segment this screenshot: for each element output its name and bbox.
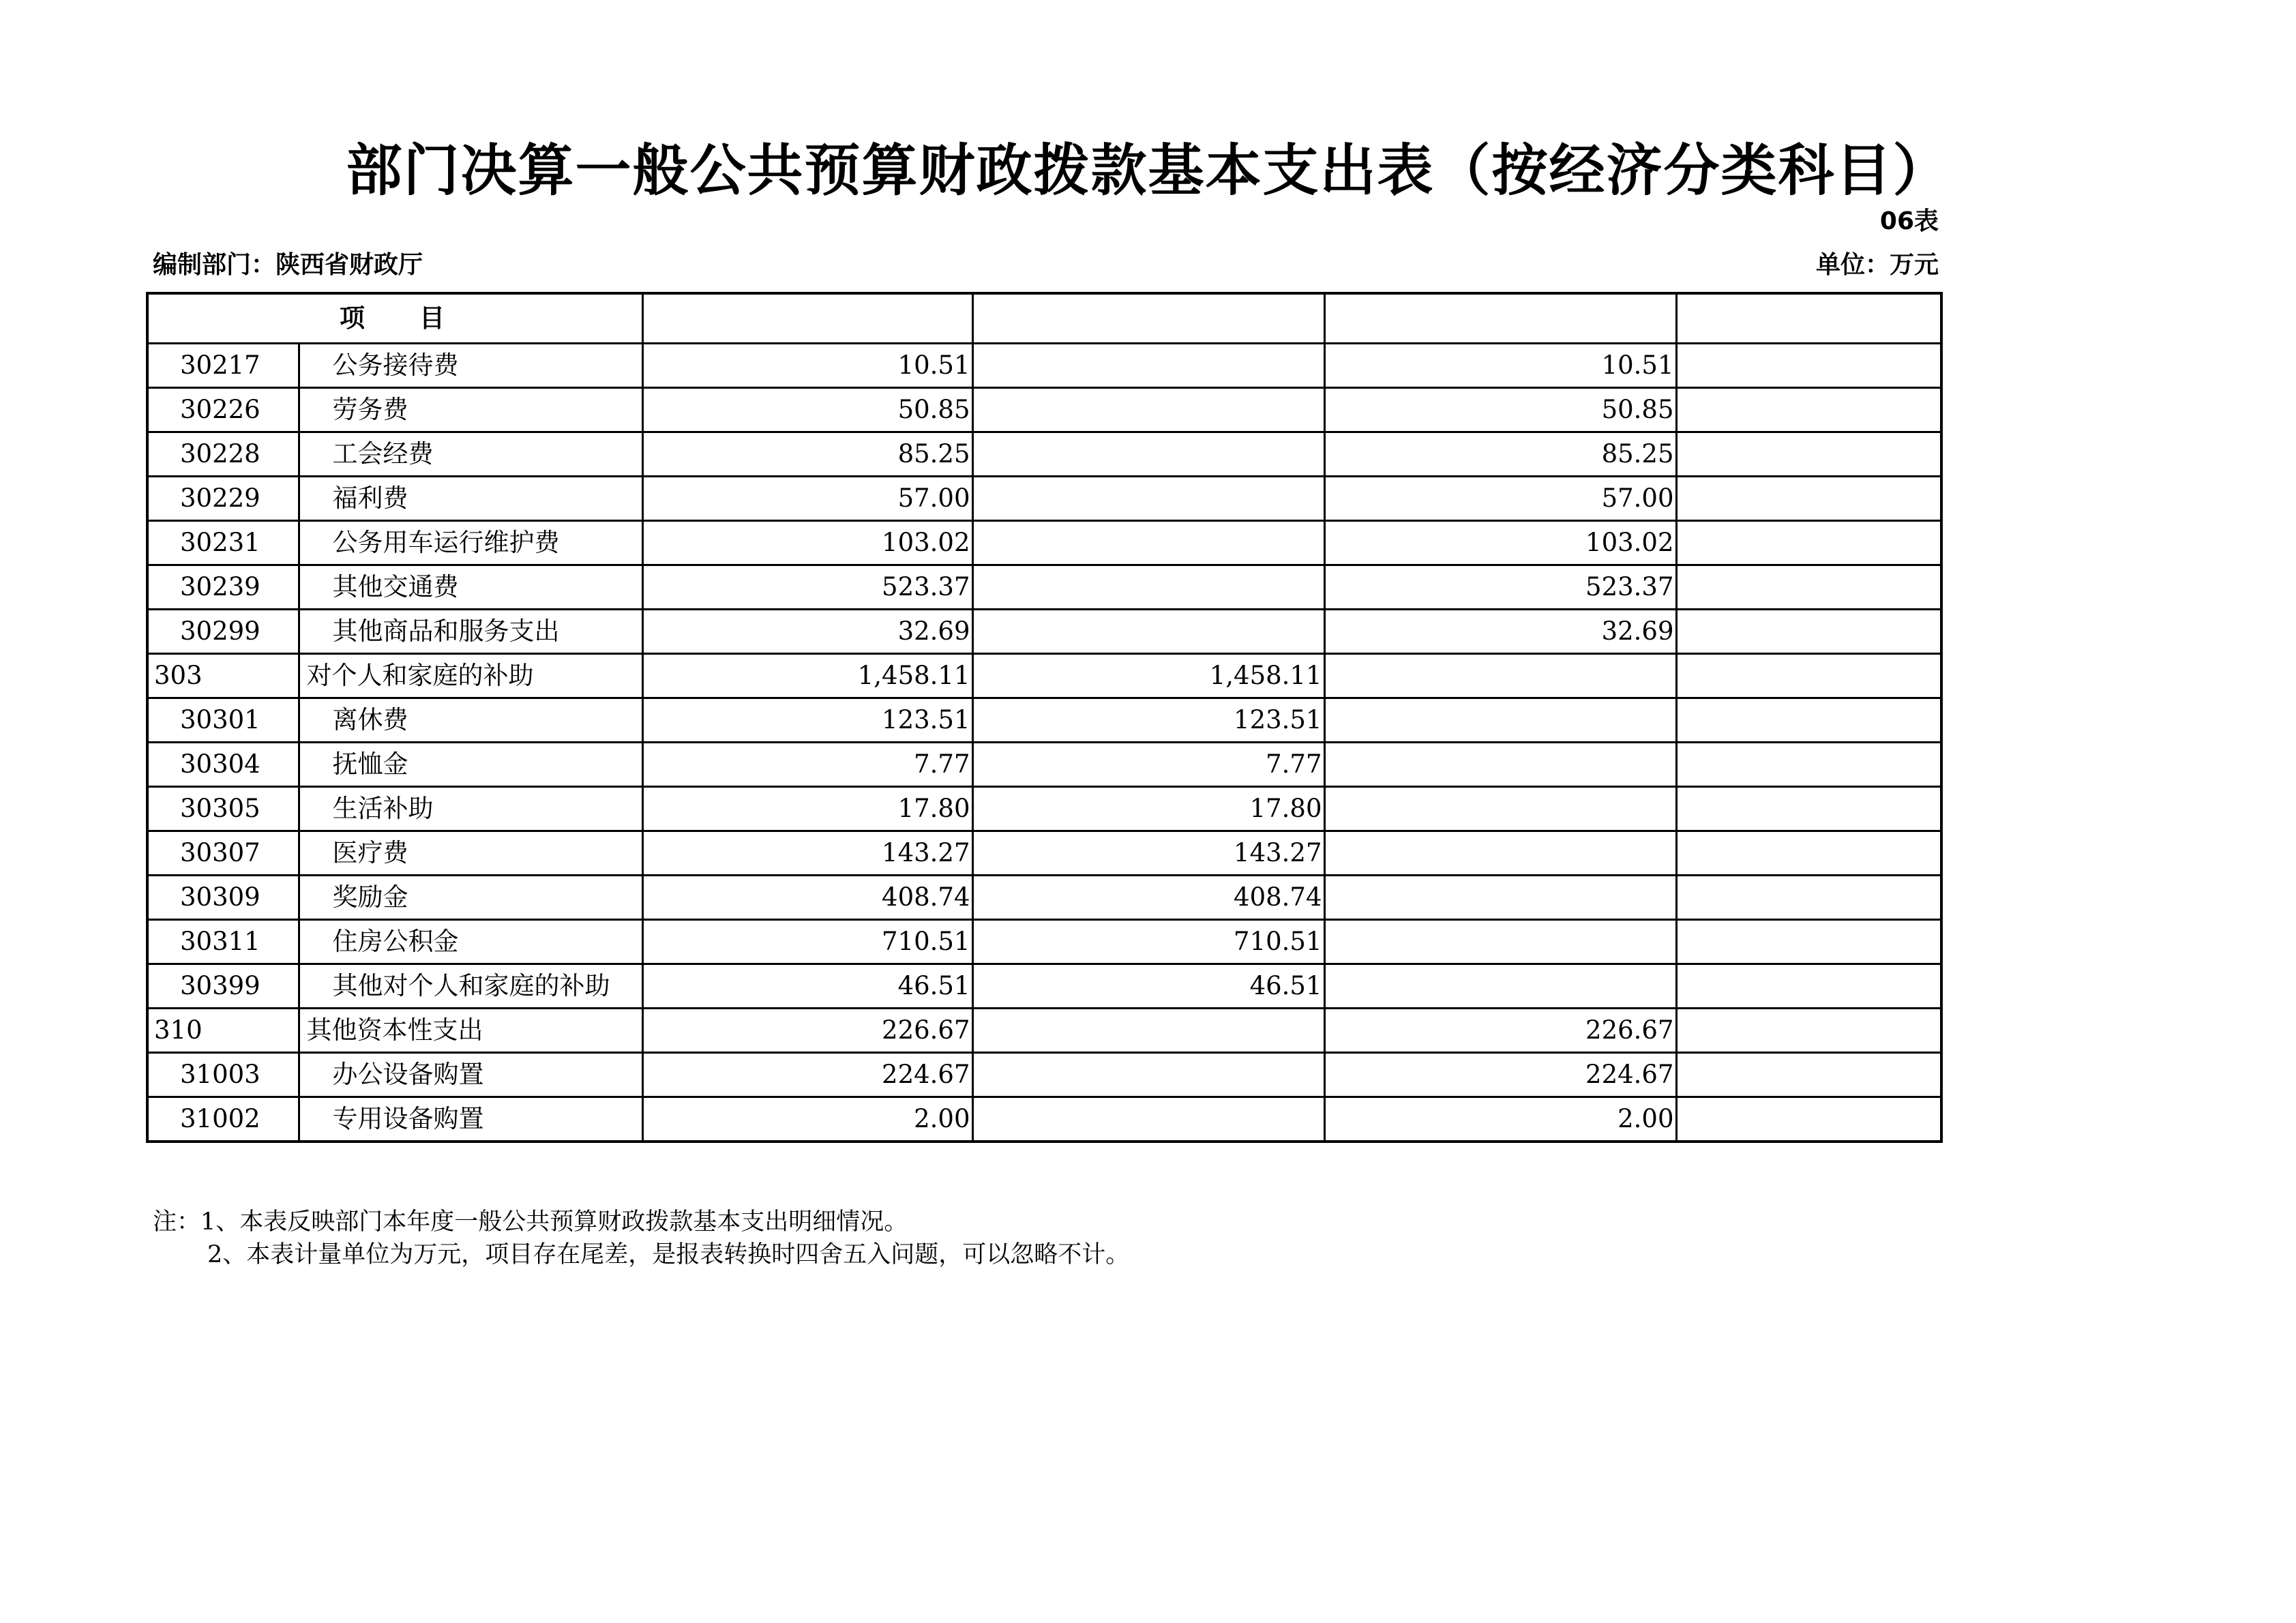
row-name: 抚恤金	[299, 743, 642, 787]
row-total: 226.67	[642, 1009, 972, 1053]
table-row	[147, 477, 1941, 521]
row-name: 奖励金	[299, 876, 642, 920]
table-row	[147, 1053, 1941, 1097]
row-code: 30231	[147, 521, 299, 565]
header-public	[1324, 293, 1676, 344]
row-total: 2.00	[642, 1097, 972, 1142]
row-extra	[1676, 964, 1941, 1009]
row-public	[1324, 876, 1676, 920]
row-personnel	[972, 1053, 1324, 1097]
row-total: 10.51	[642, 344, 972, 388]
row-personnel	[972, 610, 1324, 654]
row-total: 123.51	[642, 698, 972, 743]
row-extra	[1676, 344, 1941, 388]
row-total: 523.37	[642, 565, 972, 610]
row-extra	[1676, 698, 1941, 743]
row-code: 30229	[147, 477, 299, 521]
row-extra	[1676, 831, 1941, 876]
row-code: 30304	[147, 743, 299, 787]
table-row	[147, 876, 1941, 920]
row-public: 226.67	[1324, 1009, 1676, 1053]
table-row	[147, 1009, 1941, 1053]
row-name: 其他对个人和家庭的补助	[299, 964, 642, 1009]
table-row	[147, 787, 1941, 831]
row-personnel: 143.27	[972, 831, 1324, 876]
row-name: 公务用车运行维护费	[299, 521, 642, 565]
row-personnel	[972, 388, 1324, 432]
row-total: 85.25	[642, 432, 972, 477]
row-extra	[1676, 1009, 1941, 1053]
row-total: 143.27	[642, 831, 972, 876]
row-personnel: 710.51	[972, 920, 1324, 964]
row-public	[1324, 743, 1676, 787]
row-public: 2.00	[1324, 1097, 1676, 1142]
row-personnel	[972, 521, 1324, 565]
table-row	[147, 388, 1941, 432]
table-body	[147, 293, 1941, 1142]
page-title: 部门决算一般公共预算财政拨款基本支出表（按经济分类科目）	[346, 138, 1950, 203]
row-total: 50.85	[642, 388, 972, 432]
table-header-row	[147, 293, 1941, 344]
row-public: 32.69	[1324, 610, 1676, 654]
row-code: 303	[147, 654, 299, 698]
row-extra	[1676, 521, 1941, 565]
row-public	[1324, 698, 1676, 743]
row-total: 46.51	[642, 964, 972, 1009]
row-personnel: 408.74	[972, 876, 1324, 920]
row-extra	[1676, 1053, 1941, 1097]
row-extra	[1676, 787, 1941, 831]
header-total	[642, 293, 972, 344]
row-name: 办公设备购置	[299, 1053, 642, 1097]
row-public	[1324, 920, 1676, 964]
row-total: 408.74	[642, 876, 972, 920]
row-total: 17.80	[642, 787, 972, 831]
row-name: 专用设备购置	[299, 1097, 642, 1142]
row-public: 523.37	[1324, 565, 1676, 610]
row-total: 7.77	[642, 743, 972, 787]
row-extra	[1676, 432, 1941, 477]
header-extra	[1676, 293, 1941, 344]
expenditure-table	[146, 292, 1943, 1143]
row-code: 30301	[147, 698, 299, 743]
table-row	[147, 610, 1941, 654]
row-code: 30228	[147, 432, 299, 477]
row-personnel	[972, 565, 1324, 610]
row-name: 离休费	[299, 698, 642, 743]
row-total: 710.51	[642, 920, 972, 964]
table-row	[147, 1097, 1941, 1142]
table-row	[147, 743, 1941, 787]
row-code: 30299	[147, 610, 299, 654]
row-personnel	[972, 432, 1324, 477]
row-code: 30311	[147, 920, 299, 964]
row-name: 其他商品和服务支出	[299, 610, 642, 654]
row-code: 30226	[147, 388, 299, 432]
row-public: 85.25	[1324, 432, 1676, 477]
row-total: 103.02	[642, 521, 972, 565]
table-row	[147, 344, 1941, 388]
table-row	[147, 521, 1941, 565]
row-public: 224.67	[1324, 1053, 1676, 1097]
note-2: 2、本表计量单位为万元，项目存在尾差，是报表转换时四舍五入问题，可以忽略不计。	[207, 1241, 1130, 1268]
row-extra	[1676, 920, 1941, 964]
row-code: 30307	[147, 831, 299, 876]
table-row	[147, 698, 1941, 743]
row-name: 公务接待费	[299, 344, 642, 388]
table-row	[147, 964, 1941, 1009]
row-extra	[1676, 610, 1941, 654]
row-name: 劳务费	[299, 388, 642, 432]
row-public	[1324, 831, 1676, 876]
table-row	[147, 654, 1941, 698]
header-project: 项 目	[147, 293, 642, 344]
notes	[153, 1206, 1129, 1271]
row-extra	[1676, 876, 1941, 920]
table-row	[147, 432, 1941, 477]
note-1: 注：1、本表反映部门本年度一般公共预算财政拨款基本支出明细情况。	[153, 1208, 908, 1236]
row-extra	[1676, 1097, 1941, 1142]
row-code: 30239	[147, 565, 299, 610]
row-code: 30399	[147, 964, 299, 1009]
row-extra	[1676, 565, 1941, 610]
unit-label: 单位：万元	[1815, 251, 1939, 279]
row-code: 30217	[147, 344, 299, 388]
form-number: 06表	[1879, 207, 1939, 235]
department-label: 编制部门：陕西省财政厅	[153, 251, 423, 279]
table-row	[147, 565, 1941, 610]
row-public	[1324, 964, 1676, 1009]
row-public: 103.02	[1324, 521, 1676, 565]
row-personnel: 17.80	[972, 787, 1324, 831]
row-code: 31002	[147, 1097, 299, 1142]
row-name: 其他交通费	[299, 565, 642, 610]
row-personnel	[972, 344, 1324, 388]
row-extra	[1676, 388, 1941, 432]
row-name: 工会经费	[299, 432, 642, 477]
row-public: 50.85	[1324, 388, 1676, 432]
row-personnel	[972, 1097, 1324, 1142]
table-row	[147, 920, 1941, 964]
row-code: 30309	[147, 876, 299, 920]
row-public	[1324, 787, 1676, 831]
row-code: 31003	[147, 1053, 299, 1097]
row-total: 1,458.11	[642, 654, 972, 698]
row-code: 310	[147, 1009, 299, 1053]
row-name: 其他资本性支出	[299, 1009, 642, 1053]
row-public: 57.00	[1324, 477, 1676, 521]
row-total: 224.67	[642, 1053, 972, 1097]
row-name: 住房公积金	[299, 920, 642, 964]
row-code: 30305	[147, 787, 299, 831]
row-public: 10.51	[1324, 344, 1676, 388]
row-personnel	[972, 1009, 1324, 1053]
table-row	[147, 831, 1941, 876]
header-personnel	[972, 293, 1324, 344]
row-personnel: 46.51	[972, 964, 1324, 1009]
row-public	[1324, 654, 1676, 698]
row-extra	[1676, 654, 1941, 698]
row-personnel	[972, 477, 1324, 521]
row-extra	[1676, 477, 1941, 521]
row-extra	[1676, 743, 1941, 787]
row-name: 福利费	[299, 477, 642, 521]
row-name: 对个人和家庭的补助	[299, 654, 642, 698]
row-personnel: 7.77	[972, 743, 1324, 787]
row-personnel: 1,458.11	[972, 654, 1324, 698]
row-personnel: 123.51	[972, 698, 1324, 743]
row-name: 生活补助	[299, 787, 642, 831]
row-total: 57.00	[642, 477, 972, 521]
row-name: 医疗费	[299, 831, 642, 876]
row-total: 32.69	[642, 610, 972, 654]
